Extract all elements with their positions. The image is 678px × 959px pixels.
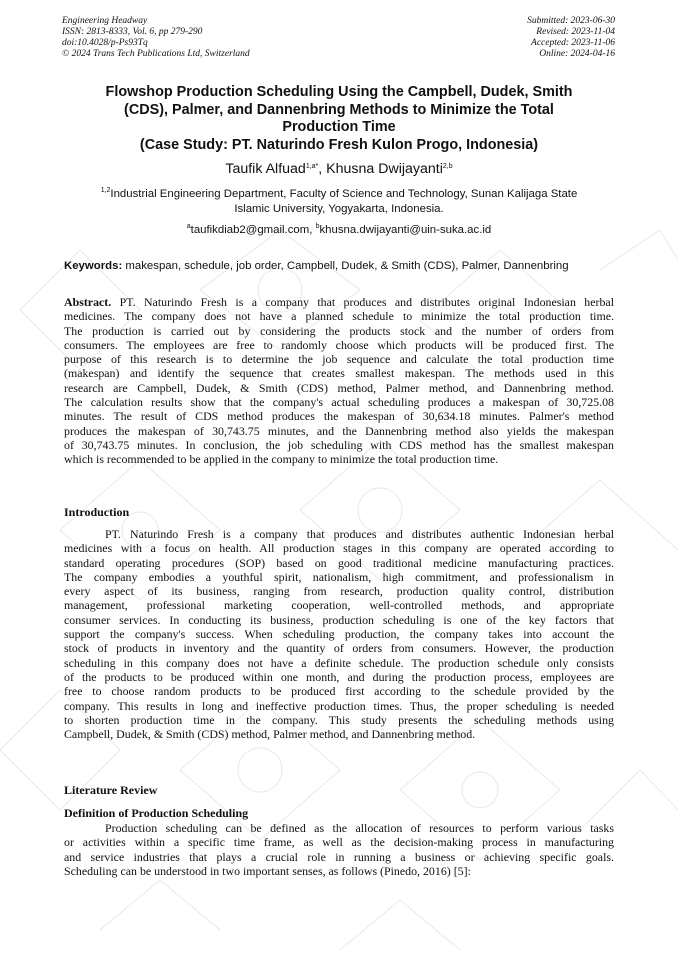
intro-line: The company embodies a youthful spirit, nationalism, high commitment, and professionalism in <box>64 569 614 584</box>
author-separator: , <box>318 161 327 177</box>
section-heading-introduction: Introduction <box>64 505 130 519</box>
abstract-line: purpose of this research is to determine the job sequence and calculate the total production time <box>64 352 614 367</box>
email-superscript: b <box>315 223 320 230</box>
intro-line: Campbell, Dudek, & Smith (CDS) method, Palmer method, and Dannenbring method. <box>64 727 476 742</box>
subsection-heading: Definition of Production Scheduling <box>64 806 249 820</box>
abstract-line: minutes. The result of CDS method produces the makespan of 30,634.18 minutes. Palmer's method <box>64 409 614 424</box>
affiliation <box>60 187 618 217</box>
author-name: Taufik Alfuad <box>225 161 306 177</box>
title-line: (Case Study: PT. Naturindo Fresh Kulon Progo, Indonesia) <box>139 136 539 153</box>
intro-line: management, professional marketing cooperation, well-controlled methods, and appropriate <box>64 598 614 613</box>
author-list <box>60 160 618 178</box>
author-superscript: 1,a* <box>305 163 319 170</box>
title-line: Production Time <box>282 119 396 135</box>
journal-info <box>62 16 250 60</box>
abstract-label: Abstract. <box>64 295 112 309</box>
keywords-text: makespan, schedule, job order, Campbell, Dudek, & Smith (CDS), Palmer, Dannenbring <box>122 260 569 272</box>
abstract-line: produces the makespan of 30,743.75 minutes, and the Dannenbring method also yields the makespan <box>64 423 614 438</box>
online-date: Online: 2024-04-16 <box>539 49 615 59</box>
intro-line: to shorten production time in the company. This study presents the scheduling methods using <box>64 712 614 727</box>
abstract-line: research are Campbell, Dudek, & Smith (CDS) method, Palmer method, and Dannenbring method. <box>64 380 614 395</box>
abstract-line: The calculation results show that the company's actual scheduling produces a makespan of 30,725.08 <box>64 395 614 410</box>
journal-copyright: © 2024 Trans Tech Publications Ltd, Switzerland <box>62 49 250 59</box>
abstract-line: which is recommended to be applied in the company to minimize the total production time. <box>64 452 499 467</box>
affiliation-line: Industrial Engineering Department, Faculty of Science and Technology, Sunan Kalijaga State <box>110 188 578 200</box>
journal-doi: doi:10.4028/p-Ps93Tq <box>62 38 148 48</box>
abstract-line: (makespan) and identify the sequence that creates smallest makespan. The methods used in this <box>64 366 614 381</box>
paper-title <box>60 84 618 154</box>
abstract-line: medicines. The company does not have a planned schedule to minimize the total production time. <box>64 309 614 324</box>
email-link[interactable]: taufikdiab2@gmail.com, <box>190 224 316 236</box>
intro-line: standard operating procedures (SOP) based on good traditional medicine manufacturing practices. <box>64 555 614 570</box>
intro-line: stock of products in inventory and the quantity of orders from consumers. However, the production <box>64 641 614 656</box>
abstract-line: Abstract. PT. Naturindo Fresh is a company that produces and distributes original Indonesian herbal <box>64 295 614 309</box>
abstract <box>64 295 614 467</box>
intro-line: of the products to be produced within one month, and during the production process, employees are <box>64 669 614 684</box>
literature-review-body <box>64 821 614 878</box>
literature-line: Scheduling can be understood in two important senses, as follows (Pinedo, 2016) [5]: <box>64 863 471 878</box>
section-heading-literature-review: Literature Review <box>64 783 158 797</box>
author-name: Khusna Dwijayanti <box>326 161 443 177</box>
abstract-line: The production is carried out by considering the products stock and the number of orders from <box>64 323 614 338</box>
introduction-body <box>64 527 614 741</box>
literature-line: Production scheduling can be defined as the allocation of resources to perform various tasks <box>105 821 614 835</box>
intro-line: consumer services. In conducting its business, production scheduling is one of the key factors that <box>64 612 614 627</box>
keywords-label: Keywords: <box>64 260 123 272</box>
email-superscript: a <box>186 223 191 230</box>
intro-line: medicines with a focus on health. All production stages in this company are operated according to <box>64 541 614 556</box>
intro-line: free to choose random products to be produced first according to the schedule provided by the <box>64 684 614 699</box>
author-superscript: 2,b <box>442 163 453 170</box>
abstract-line: of 30,743.75 minutes. In conclusion, the job scheduling with CDS method has the smallest makespan <box>64 437 614 452</box>
title-line: Flowshop Production Scheduling Using the Campbell, Dudek, Smith <box>105 84 573 100</box>
submission-dates <box>527 16 615 60</box>
email-link[interactable]: khusna.dwijayanti@uin-suka.ac.id <box>319 224 492 236</box>
intro-line: support the company's success. When scheduling production, the company takes into account the <box>64 627 614 642</box>
intro-line: PT. Naturindo Fresh is a company that produces and distributes authentic Indonesian herbal <box>105 527 614 541</box>
accepted-date: Accepted: 2023-11-06 <box>531 38 615 48</box>
author-emails <box>60 223 618 238</box>
submitted-date: Submitted: 2023-06-30 <box>527 16 615 26</box>
journal-name: Engineering Headway <box>62 16 148 26</box>
title-line: (CDS), Palmer, and Dannenbring Methods to Minimize the Total <box>124 101 554 118</box>
journal-issn: ISSN: 2813-8333, Vol. 6, pp 279-290 <box>62 27 203 37</box>
literature-line: and service industries that plays a crucial role in running a business or achieving specific goals. <box>64 849 614 864</box>
literature-line: or activities within a specific time frame, as well as the decision-making process in manufacturing <box>64 835 614 850</box>
keywords <box>64 259 616 274</box>
abstract-line: consumers. The employees are free to randomly choose which products will be produced first. The <box>64 337 614 352</box>
intro-line: company. This results in long and ineffective production times. Thus, the proper scheduling is needed <box>64 698 614 713</box>
affiliation-line: Islamic University, Yogyakarta, Indonesia. <box>234 203 444 215</box>
intro-line: scheduling in this company does not have a definite schedule. The production schedule only consists <box>64 655 614 670</box>
affiliation-superscript: 1,2 <box>100 187 111 194</box>
intro-line: every aspect of its business, ranging from research, production quality control, distribution <box>64 584 614 599</box>
revised-date: Revised: 2023-11-04 <box>536 27 615 37</box>
